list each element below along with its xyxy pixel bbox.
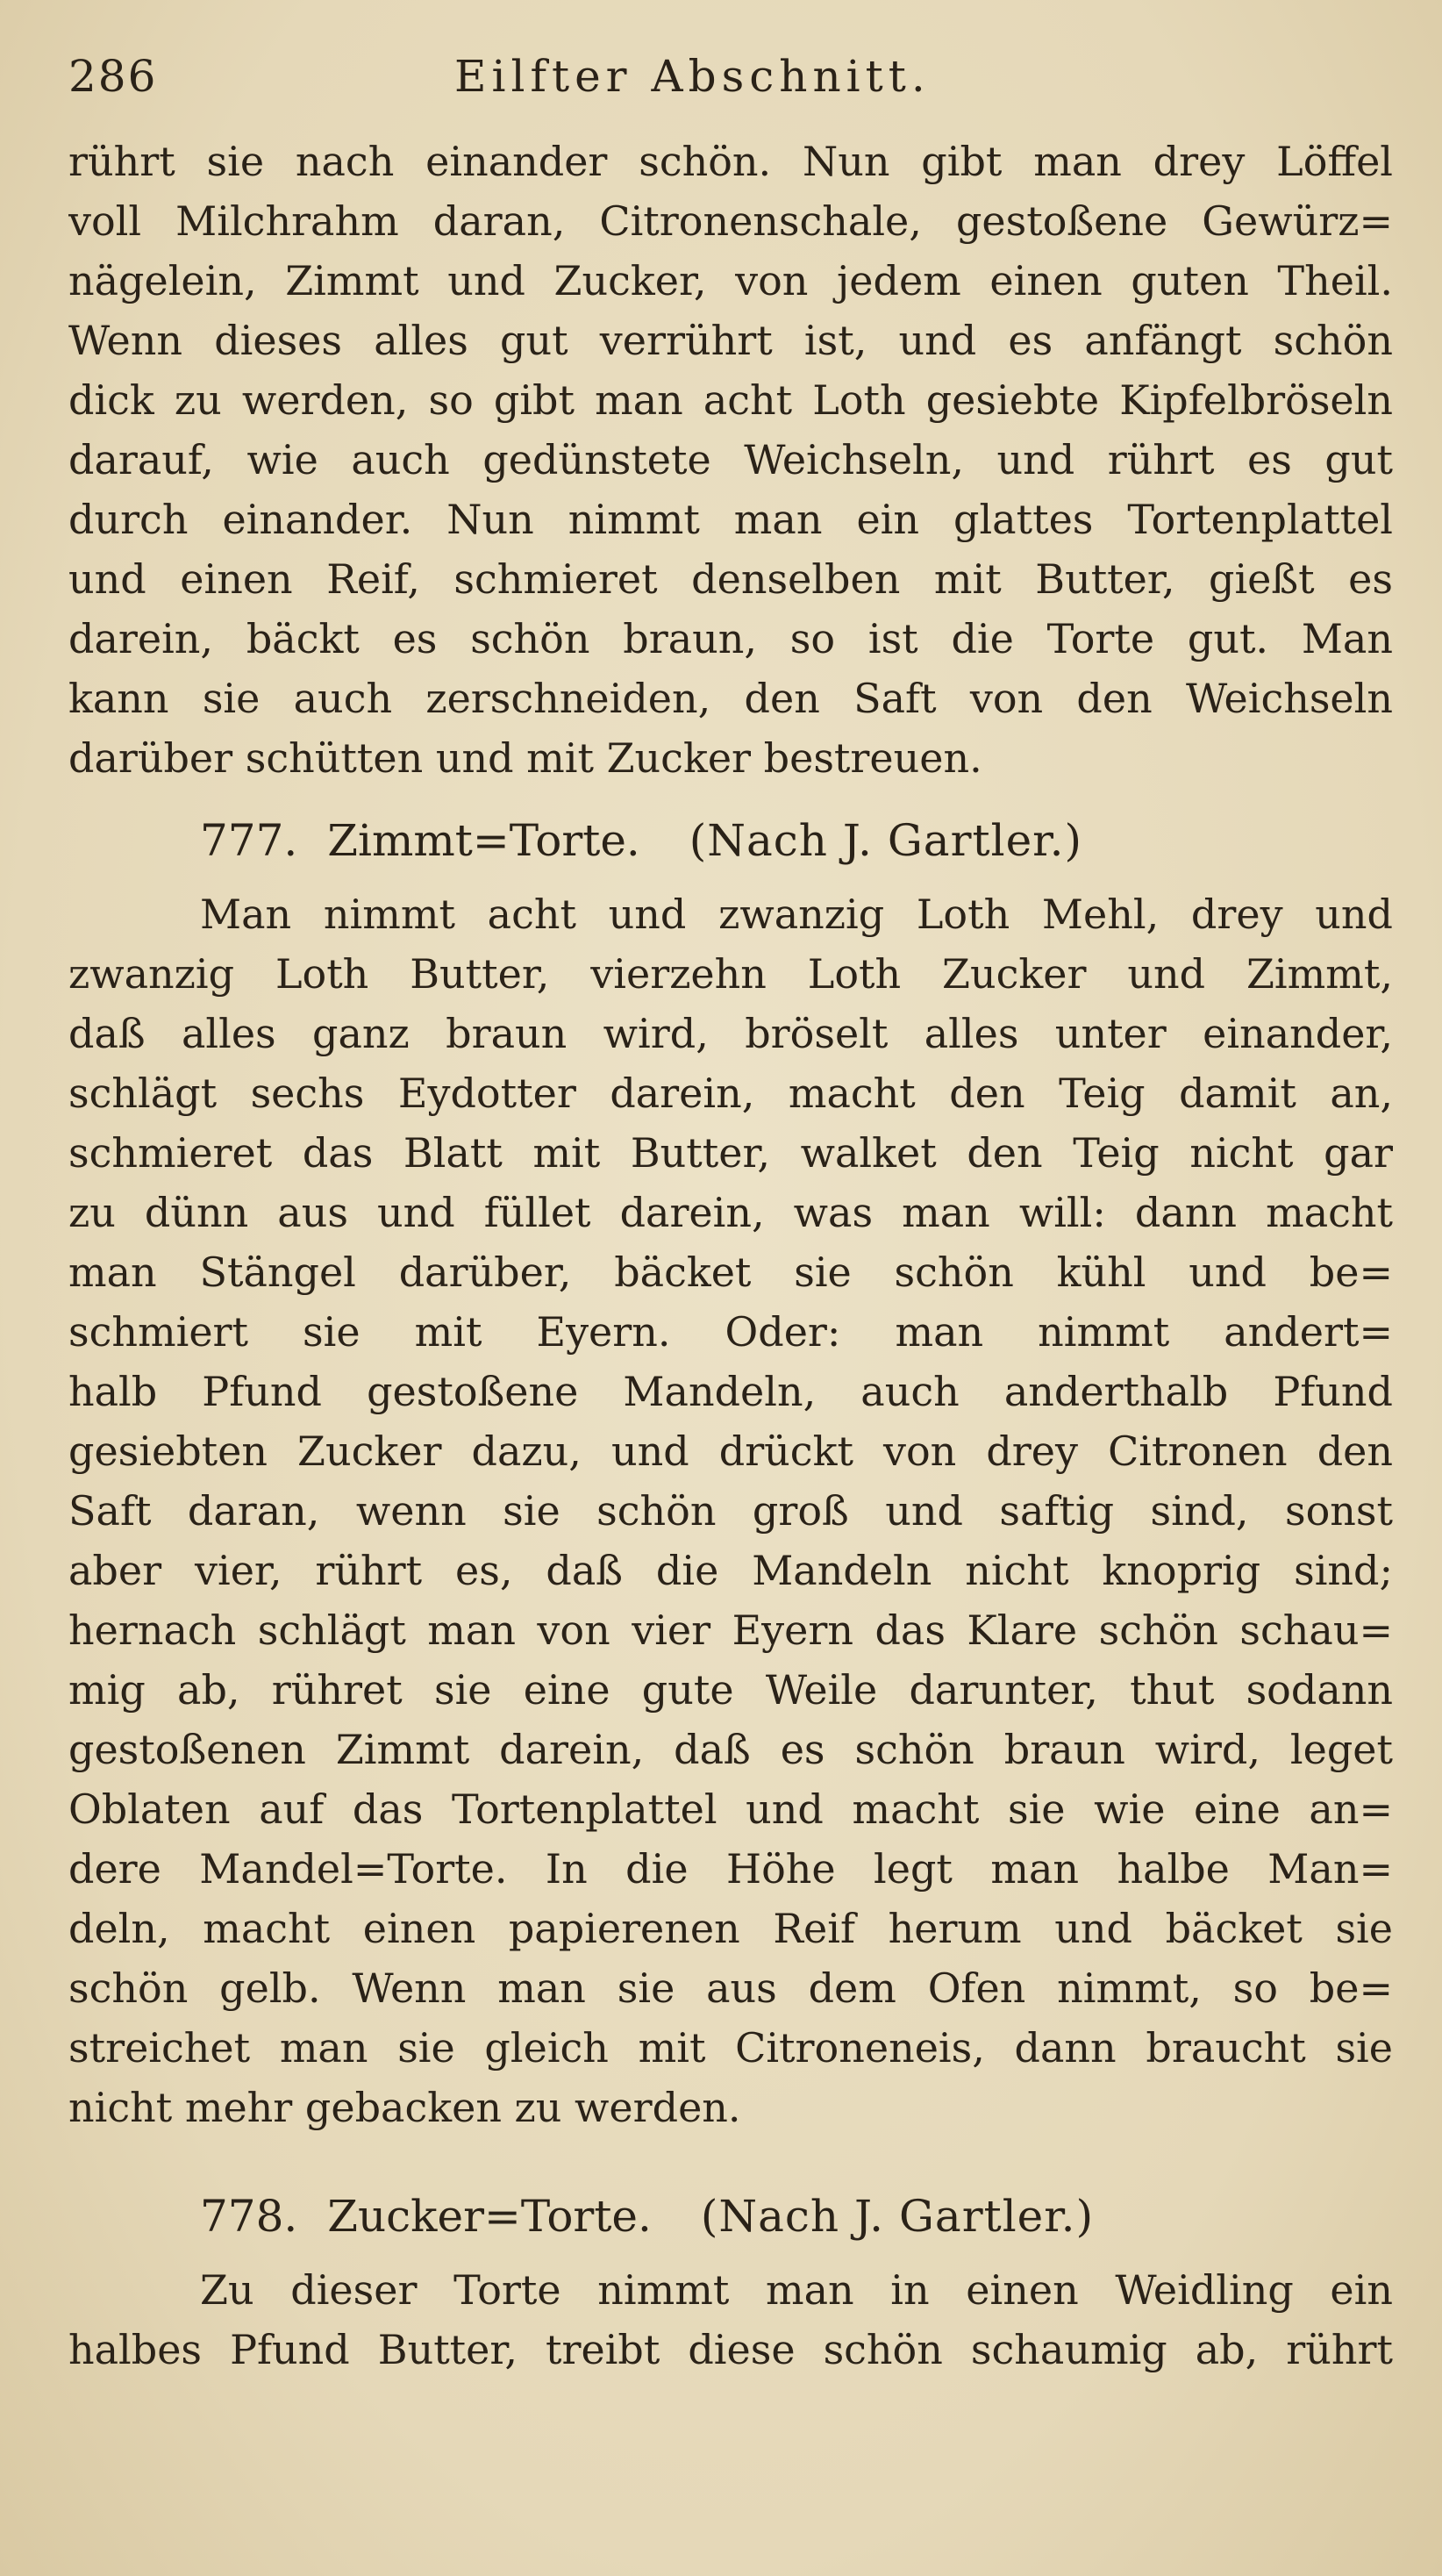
paragraph-continued <box>68 132 1393 788</box>
text-line: dick zu werden, so gibt man acht Loth gesiebte Kipfelbröseln <box>68 376 1393 424</box>
text-line: halb Pfund gestoßene Mandeln, auch anderthalb Pfund <box>68 1368 1393 1415</box>
recipe-heading-777 <box>68 797 1393 884</box>
text-line: Zu dieser Torte nimmt man in einen Weidling ein <box>200 2266 1393 2314</box>
text-line: streichet man sie gleich mit Citroneneis, dann braucht sie <box>68 2024 1393 2072</box>
page-text <box>68 132 1393 2379</box>
text-line: durch einander. Nun nimmt man ein glattes Tortenplattel <box>68 496 1393 543</box>
recipe-number: 778. <box>200 2191 298 2242</box>
spacer <box>68 2137 1393 2164</box>
text-line: hernach schlägt man von vier Eyern das Klare schön schau= <box>68 1606 1393 1654</box>
text-line: darauf, wie auch gedünstete Weichseln, und rührt es gut <box>68 436 1393 483</box>
text-line: aber vier, rührt es, daß die Mandeln nicht knoprig sind; <box>68 1547 1393 1594</box>
recipe-source: (Nach J. Gartler.) <box>689 815 1082 866</box>
page-number: 286 <box>68 51 158 102</box>
text-line: Oblaten auf das Tortenplattel und macht sie wie eine an= <box>68 1785 1393 1833</box>
text-line: Saft daran, wenn sie schön groß und saftig sind, sonst <box>68 1487 1393 1535</box>
page-header <box>68 42 1384 112</box>
recipe-title: Zimmt=Torte. <box>327 815 640 866</box>
recipe-heading-778 <box>68 2172 1393 2260</box>
text-line: schön gelb. Wenn man sie aus dem Ofen nimmt, so be= <box>68 1964 1393 2012</box>
text-line: voll Milchrahm daran, Citronenschale, gestoßene Gewürz= <box>68 197 1393 245</box>
text-line: schlägt sechs Eydotter darein, macht den Teig damit an, <box>68 1070 1393 1117</box>
text-line: kann sie auch zerschneiden, den Saft von den Weichseln <box>68 675 1393 722</box>
text-line: Man nimmt acht und zwanzig Loth Mehl, drey und <box>200 891 1393 938</box>
text-line: gesiebten Zucker dazu, und drückt von drey Citronen den <box>68 1428 1393 1475</box>
text-line: man Stängel darüber, bäcket sie schön kühl und be= <box>68 1249 1393 1296</box>
text-line: halbes Pfund Butter, treibt diese schön schaumig ab, rührt <box>68 2326 1393 2373</box>
text-line: darüber schütten und mit Zucker bestreuen. <box>68 734 982 782</box>
text-line: nicht mehr gebacken zu werden. <box>68 2084 741 2131</box>
recipe-number: 777. <box>200 815 298 866</box>
text-line: dere Mandel=Torte. In die Höhe legt man halbe Man= <box>68 1845 1393 1893</box>
text-line: nägelein, Zimmt und Zucker, von jedem einen guten Theil. <box>68 257 1393 304</box>
recipe-source: (Nach J. Gartler.) <box>700 2191 1095 2242</box>
text-line: und einen Reif, schmieret denselben mit Butter, gießt es <box>68 555 1393 603</box>
text-line: deln, macht einen papierenen Reif herum und bäcket sie <box>68 1905 1393 1952</box>
text-line: rührt sie nach einander schön. Nun gibt man drey Löffel <box>68 138 1393 185</box>
recipe-title: Zucker=Torte. <box>327 2191 652 2242</box>
text-line: zu dünn aus und füllet darein, was man will: dann macht <box>68 1189 1393 1236</box>
text-line: schmiert sie mit Eyern. Oder: man nimmt andert= <box>68 1308 1393 1356</box>
text-line: Wenn dieses alles gut verrührt ist, und es anfängt schön <box>68 317 1393 364</box>
text-line: zwanzig Loth Butter, vierzehn Loth Zucker und Zimmt, <box>68 950 1393 998</box>
running-head: Eilfter Abschnitt. <box>454 51 931 102</box>
recipe-body-778 <box>68 2260 1393 2379</box>
text-line: darein, bäckt es schön braun, so ist die Torte gut. Man <box>68 615 1393 662</box>
text-line: daß alles ganz braun wird, bröselt alles unter einander, <box>68 1010 1393 1057</box>
text-line: mig ab, rühret sie eine gute Weile darunter, thut sodann <box>68 1666 1393 1714</box>
text-line: schmieret das Blatt mit Butter, walket den Teig nicht gar <box>68 1129 1393 1177</box>
text-line: gestoßenen Zimmt darein, daß es schön braun wird, leget <box>68 1726 1393 1773</box>
recipe-body-777 <box>68 884 1393 2137</box>
